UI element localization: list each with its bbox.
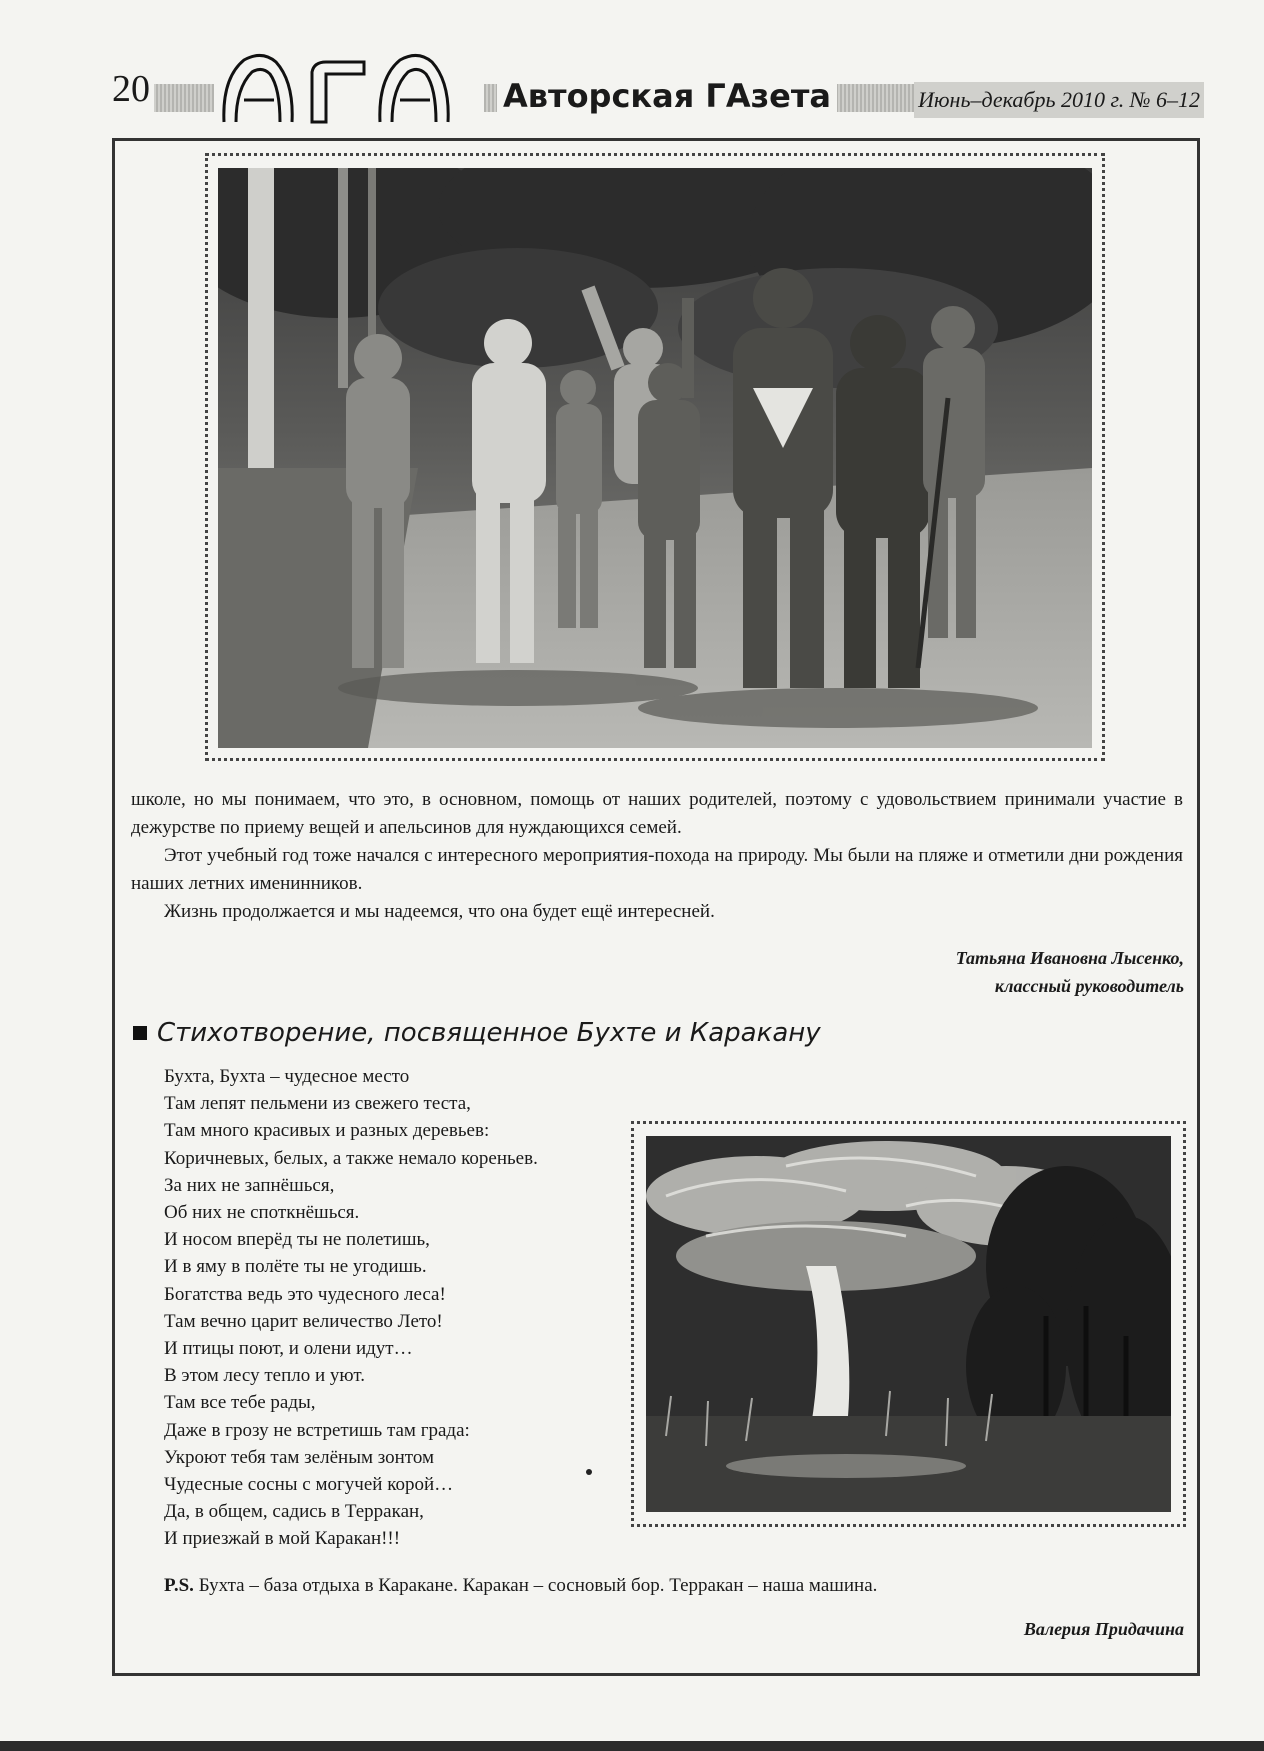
postscript (164, 1572, 877, 1600)
poem-line: Богатства ведь это чудесного леса! (164, 1283, 446, 1305)
poem-line: Там вечно царит величество Лето! (164, 1310, 443, 1332)
article-text (131, 786, 1183, 926)
poem-line: И птицы поют, и олени идут… (164, 1338, 413, 1360)
poem-line: Коричневых, белых, а также немало кореньев. (164, 1147, 538, 1169)
page-number: 20 (112, 66, 154, 112)
students-walking-photo (218, 168, 1092, 748)
article-signature (956, 944, 1184, 1000)
poem-line: И носом вперёд ты не полетишь, (164, 1229, 430, 1251)
poem-line: Чудесные сосны с могучей корой… (164, 1474, 454, 1496)
poem (164, 1063, 634, 1553)
poem-line: И приезжай в мой Каракан!!! (164, 1528, 401, 1550)
poem-line: Там все тебе рады, (164, 1392, 316, 1414)
poem-line: За них не запнёшься, (164, 1174, 335, 1196)
poem-heading (133, 1013, 821, 1053)
issue-info: Июнь–декабрь 2010 г. № 6–12 (914, 82, 1204, 118)
poem-line: Об них не споткнёшься. (164, 1202, 360, 1224)
poem-author: Валерия Придачина (1023, 1619, 1184, 1639)
aga-logo (214, 48, 484, 126)
square-bullet-icon (133, 1026, 147, 1040)
signature-name: Татьяна Ивановна Лысенко, (955, 948, 1184, 968)
postscript-text: Бухта – база отдыха в Каракане. Каракан – сосновый бор. Терракан – наша машина. (193, 1575, 878, 1596)
page-header (112, 44, 1204, 124)
poem-line: Укроют тебя там зелёным зонтом (164, 1446, 435, 1468)
scan-edge (0, 1741, 1264, 1751)
article-paragraph: Жизнь продолжается и мы надеемся, что она будет ещё интересней. (164, 901, 715, 922)
article-paragraph: школе, но мы понимаем, что это, в основном, помощь от наших родителей, поэтому с удовольствием принимали участие в дежурстве по приему вещей и апельсинов для нуждающихся семей. (131, 789, 1183, 838)
forest-painting-image (646, 1136, 1171, 1512)
poem-line: Даже в грозу не встретишь там града: (164, 1419, 470, 1441)
poem-line: Там много красивых и разных деревьев: (164, 1120, 490, 1142)
paper-name: Авторская ГАзета (497, 74, 837, 118)
forest-painting (631, 1121, 1186, 1527)
article-paragraph: Этот учебный год тоже начался с интересного мероприятия-похода на природу. Мы были на пляже и отметили дни рождения наших летних именинников. (131, 845, 1183, 894)
poem-line: Да, в общем, садись в Терракан, (164, 1501, 424, 1523)
stray-dot (586, 1469, 592, 1475)
group-photo (205, 153, 1105, 761)
poem-line: Там лепят пельмени из свежего теста, (164, 1093, 471, 1115)
poem-line: В этом лесу тепло и уют. (164, 1365, 365, 1387)
poem-heading-text: Стихотворение, посвященное Бухте и Каракану (157, 1018, 821, 1048)
poem-line: Бухта, Бухта – чудесное место (164, 1066, 410, 1087)
signature-role: классный руководитель (994, 976, 1184, 996)
poem-line: И в яму в полёте ты не угодишь. (164, 1256, 427, 1278)
postscript-label: P.S. (164, 1575, 194, 1596)
